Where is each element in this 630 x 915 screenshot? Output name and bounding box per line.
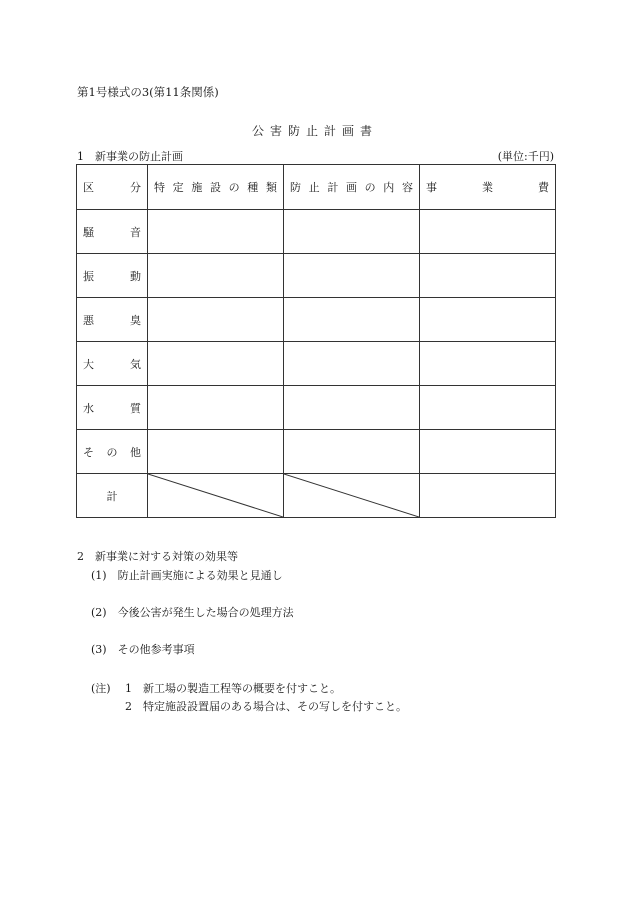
prevention-plan-table (76, 164, 556, 518)
label-char: 振 (83, 269, 94, 283)
row-label (77, 210, 148, 254)
label-char: 動 (130, 269, 141, 283)
form-number: 第1号様式の3(第11条関係) (77, 85, 219, 99)
label-char: 設 (209, 181, 221, 194)
label-char: 分 (130, 181, 141, 194)
plan-content-cell[interactable] (284, 254, 420, 298)
facility-type-cell[interactable] (148, 210, 284, 254)
section2-item: (1) 防止計画実施による効果と見通し (91, 569, 283, 582)
label-char: 水 (83, 401, 94, 415)
label-char: 止 (308, 181, 320, 194)
plan-content-cell[interactable] (284, 210, 420, 254)
label-char: 質 (130, 401, 141, 415)
header-facility-type (148, 165, 284, 210)
facility-type-cell[interactable] (148, 430, 284, 474)
label-char: 種 (247, 181, 259, 194)
document-title: 公害防止計画書 (251, 124, 378, 138)
diagonal-line (148, 474, 283, 517)
project-cost-cell[interactable] (420, 210, 556, 254)
label-char: 区 (83, 181, 94, 194)
row-label (77, 254, 148, 298)
section2-item: (3) その他参考事項 (91, 643, 195, 656)
label-char: 悪 (83, 313, 94, 327)
label-char: 定 (172, 181, 184, 194)
row-label (77, 342, 148, 386)
table-row (77, 254, 556, 298)
label-char: 容 (401, 181, 413, 194)
label-char: の (228, 181, 240, 194)
label-char: 音 (130, 225, 141, 239)
label-char: 特 (154, 181, 165, 194)
label-char: 費 (538, 181, 549, 194)
section2-title: 2 新事業に対する対策の効果等 (77, 550, 238, 563)
table-header-row (77, 165, 556, 210)
total-row (77, 474, 556, 518)
project-cost-cell[interactable] (420, 386, 556, 430)
label-char: そ (83, 445, 94, 459)
header-plan-content (284, 165, 420, 210)
project-cost-cell[interactable] (420, 254, 556, 298)
label-char: 他 (130, 445, 141, 459)
table-row (77, 210, 556, 254)
row-label (77, 430, 148, 474)
label-char: の (364, 181, 376, 194)
row-label (77, 386, 148, 430)
total-label: 計 (77, 474, 148, 518)
label-char: 内 (383, 181, 395, 194)
diagonal-cell (284, 474, 420, 518)
row-label (77, 298, 148, 342)
label-char: 画 (345, 181, 357, 194)
project-cost-cell[interactable] (420, 430, 556, 474)
notes-label: (注) (91, 682, 111, 695)
unit-note: (単位:千円) (497, 150, 554, 163)
header-project-cost (420, 165, 556, 210)
facility-type-cell[interactable] (148, 298, 284, 342)
project-cost-cell[interactable] (420, 342, 556, 386)
label-char: 業 (482, 181, 493, 194)
label-char: 気 (130, 357, 141, 371)
note-item: 2 特定施設設置届のある場合は、その写しを付すこと。 (125, 700, 407, 713)
label-char: 防 (290, 181, 301, 194)
label-char: 施 (191, 181, 203, 194)
total-cost-cell[interactable] (420, 474, 556, 518)
facility-type-cell[interactable] (148, 254, 284, 298)
facility-type-cell[interactable] (148, 386, 284, 430)
diagonal-cell (148, 474, 284, 518)
diagonal-line (284, 474, 419, 517)
label-char: 臭 (130, 313, 141, 327)
label-char: 騒 (83, 225, 94, 239)
table-row (77, 298, 556, 342)
table-row (77, 386, 556, 430)
plan-content-cell[interactable] (284, 430, 420, 474)
label-char: 事 (426, 181, 437, 194)
section2-item: (2) 今後公害が発生した場合の処理方法 (91, 606, 294, 619)
note-item: 1 新工場の製造工程等の概要を付すこと。 (125, 682, 341, 695)
plan-content-cell[interactable] (284, 298, 420, 342)
label-char: 大 (83, 357, 94, 371)
label-char: 類 (265, 181, 277, 194)
facility-type-cell[interactable] (148, 342, 284, 386)
header-category (77, 165, 148, 210)
label-char: の (106, 445, 118, 459)
section1-title: 1 新事業の防止計画 (77, 150, 183, 163)
project-cost-cell[interactable] (420, 298, 556, 342)
table-row (77, 342, 556, 386)
table-row (77, 430, 556, 474)
plan-content-cell[interactable] (284, 342, 420, 386)
label-char: 計 (327, 181, 339, 194)
plan-content-cell[interactable] (284, 386, 420, 430)
